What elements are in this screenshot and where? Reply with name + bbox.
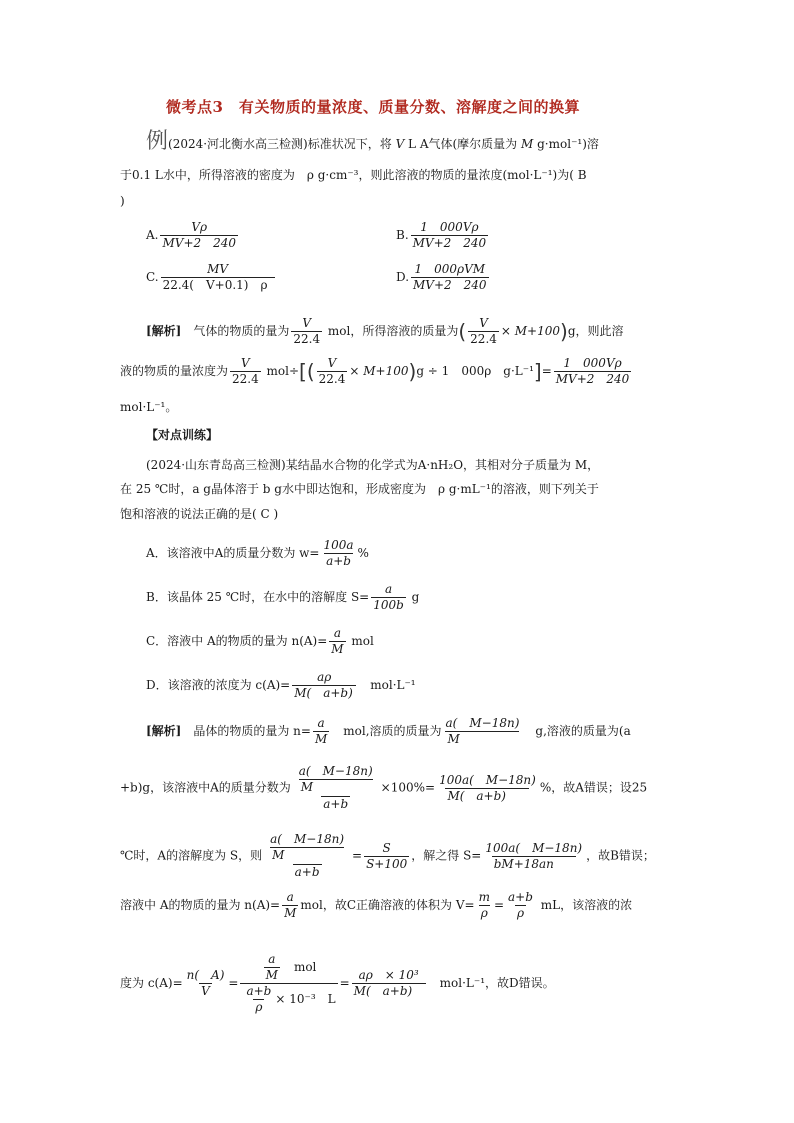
example-line-3: ) [120, 194, 125, 208]
practice-heading: 【对点训练】 [146, 428, 219, 442]
option-d: D. $\frac{\text{1 000ρVM}}{MV+2 240}$ [396, 262, 487, 292]
section-title: 微考点3 有关物质的量浓度、质量分数、溶解度之间的换算 [166, 98, 580, 116]
option-a: A. $\frac{V\rho}{MV+2 240}$ [146, 220, 237, 250]
option-c: C. $\frac{MV}{22.4( V+0.1) \rho}$ [146, 262, 277, 293]
practice-question-line-3: 饱和溶液的说法正确的是( C ) [120, 507, 279, 521]
example-analysis-line-2: 液的物质的量浓度为 $\frac{V}{22.4}$ mol÷[( $\frac{V}{22.4}$ × M+100)g ÷ 1 000ρ g·L⁻¹]= $\frac{1 000V\rho}{MV+2 240}$ [120, 356, 630, 386]
practice-option-c: C．溶液中 A的物质的量为 n(A)= $\frac{a}{M}$ mol [146, 626, 374, 656]
example-analysis-line-3: mol·L⁻¹。 [120, 400, 178, 414]
practice-analysis-line-3: ℃时，A的溶解度为 S，则 $\frac{\frac{a( M-18n)}{M}}{a+b}$ = $\frac{S}{S+100}$ ，解之得 S= $\frac{100a( M-18n)}{bM+18an}$ ，故B错误； [120, 832, 655, 879]
option-b: B. $\frac{1 000V\rho}{MV+2 240}$ [396, 220, 487, 250]
practice-option-d: D．该溶液的浓度为 c(A)= $\frac{a\rho}{M( a+b)}$ mol·L⁻¹ [146, 670, 416, 700]
practice-option-b: B．该晶体 25 ℃时，在水中的溶解度 S= $\frac{a}{100b}$ g [146, 582, 420, 612]
example-line-1: 例(2024·河北衡水高三检测)标准状况下，将 V L A气体(摩尔质量为 M g·mol⁻¹)溶 [146, 129, 599, 154]
practice-question-line-2: 在 25 ℃时，a g晶体溶于 b g水中即达饱和，形成密度为 ρ g·mL⁻¹的溶液，则下列关于 [120, 482, 599, 496]
practice-analysis-line-2: +b)g，该溶液中A的质量分数为 $\frac{\frac{a( M-18n)}{M}}{a+b}$ ×100%= $\frac{100a( M-18n)}{M( a+b)}$ %，故A错误；设25 [120, 764, 648, 811]
practice-option-a: A．该溶液中A的质量分数为 w= $\frac{100a}{a+b}$ % [146, 538, 369, 568]
practice-analysis-line-5: 度为 c(A)= $\frac{n( A)}{V}$ = $\frac{a}{M}$ mol $\frac{a+b}{\rho}$ × 10⁻³ L = $\frac{\text{aρ × 10³}}{M( a+b)}$ mol·L⁻¹，故D错误。 [120, 952, 555, 1014]
analysis-tag: [解析] [146, 324, 182, 338]
example-analysis-line-1: [解析] 气体的物质的量为 $\frac{V}{22.4}$ mol，所得溶液的质量为( $\frac{V}{22.4}$ × M+100)g，则此溶 [146, 316, 624, 346]
example-marker: 例 [146, 129, 169, 154]
practice-analysis-line-4: 溶液中 A的物质的量为 n(A)= $\frac{a}{M}$ mol，故C正确溶液的体积为 V= $\frac{m}{\rho}$ = $\frac{a+b}{\rho}$ mL，该溶液的浓 [120, 890, 633, 920]
practice-analysis-line-1: [解析] 晶体的物质的量为 n= $\frac{a}{M}$ mol,溶质的质量为 $\frac{a( M-18n)}{M}$ g,溶液的质量为(a [146, 716, 631, 746]
practice-question-line-1: (2024·山东青岛高三检测)某结晶水合物的化学式为A·nH₂O，其相对分子质量为 M， [146, 458, 600, 472]
example-line-2: 于0.1 L水中，所得溶液的密度为 ρ g·cm⁻³，则此溶液的物质的量浓度(mol·L⁻¹)为( B [120, 168, 587, 182]
